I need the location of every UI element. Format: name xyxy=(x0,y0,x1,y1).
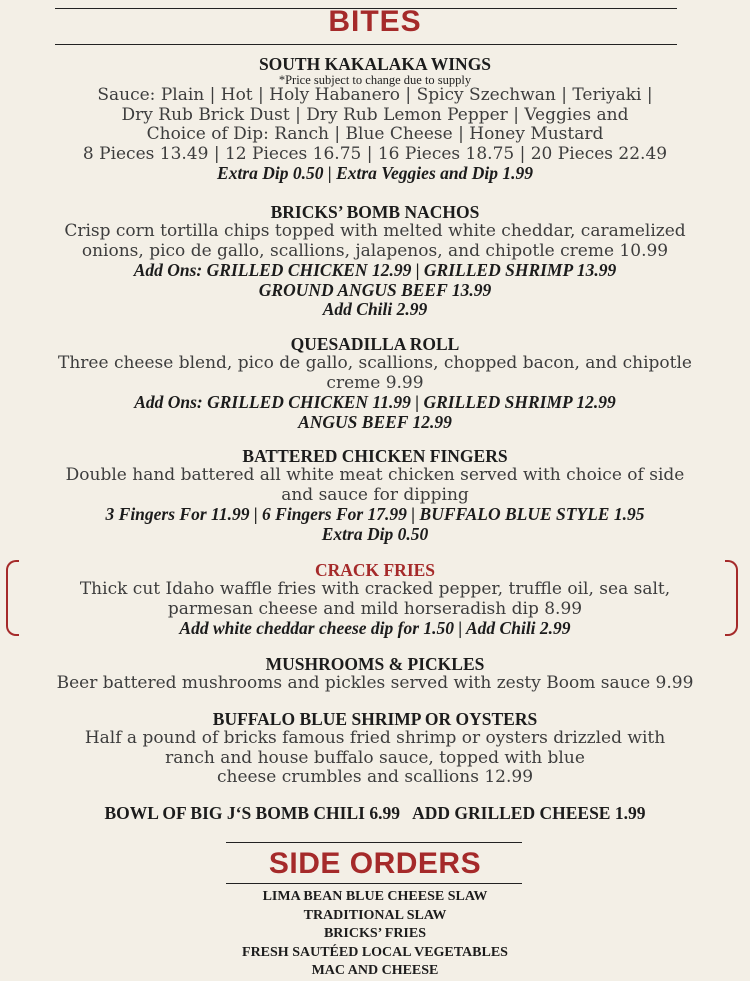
buffalo-desc-line: cheese crumbles and scallions 12.99 xyxy=(216,767,534,787)
wings-title: SOUTH KAKALAKA WINGS xyxy=(258,54,492,74)
side-orders-heading: SIDE ORDERS xyxy=(268,847,482,880)
buffalo-section xyxy=(0,709,750,788)
nachos-addon: Add Chili 2.99 xyxy=(322,299,428,319)
side-order-item: TRADITIONAL SLAW xyxy=(303,907,447,923)
crack-fries-title: CRACK FRIES xyxy=(314,560,436,580)
side-orders-list xyxy=(0,888,750,981)
crack-fries-addon: Add white cheddar cheese dip for 1.50 | Add Chili 2.99 xyxy=(179,618,571,638)
side-order-item: LIMA BEAN BLUE CHEESE SLAW xyxy=(262,889,488,904)
chili-section xyxy=(0,803,750,823)
crack-fries-section xyxy=(0,560,750,639)
fingers-section xyxy=(0,446,750,544)
crack-fries-desc-line: parmesan cheese and mild horseradish dip 8.99 xyxy=(167,598,583,619)
fingers-addon: Extra Dip 0.50 xyxy=(321,523,429,544)
wings-addons: Extra Dip 0.50 | Extra Veggies and Dip 1.99 xyxy=(217,163,533,183)
quesadilla-desc-line: creme 9.99 xyxy=(326,372,424,393)
side-order-item: BRICKS’ FRIES xyxy=(323,926,427,941)
buffalo-desc-line: ranch and house buffalo sauce, topped with blue xyxy=(165,747,585,768)
fingers-addon: 3 Fingers For 11.99 | 6 Fingers For 17.99 | BUFFALO BLUE STYLE 1.95 xyxy=(105,504,645,524)
side-order-item: FRESH SAUTÉED LOCAL VEGETABLES xyxy=(242,944,508,960)
buffalo-desc-line: Half a pound of bricks famous fried shrimp or oysters drizzled with xyxy=(84,728,666,748)
fingers-desc-line: Double hand battered all white meat chicken served with choice of side xyxy=(65,465,685,485)
crack-fries-desc-line: Thick cut Idaho waffle fries with cracked pepper, truffle oil, sea salt, xyxy=(79,579,671,599)
fingers-title: BATTERED CHICKEN FINGERS xyxy=(242,446,508,466)
quesadilla-addon: Add Ons: GRILLED CHICKEN 11.99 | GRILLED SHRIMP 12.99 xyxy=(134,392,616,412)
sides-bottom-rule xyxy=(226,883,522,884)
quesadilla-section xyxy=(0,334,750,432)
nachos-addon: Add Ons: GRILLED CHICKEN 12.99 | GRILLED SHRIMP 13.99 xyxy=(133,260,617,280)
nachos-desc-line: Crisp corn tortilla chips topped with melted white cheddar, caramelized xyxy=(64,221,686,241)
wings-desc-line: Sauce: Plain | Hot | Holy Habanero | Spicy Szechwan | Teriyaki | xyxy=(97,85,653,105)
wings-prices: 8 Pieces 13.49 | 12 Pieces 16.75 | 16 Pieces 18.75 | 20 Pieces 22.49 xyxy=(82,143,668,164)
wings-desc-line: Choice of Dip: Ranch | Blue Cheese | Honey Mustard xyxy=(146,124,604,144)
side-order-item: MAC AND CHEESE xyxy=(311,963,439,978)
nachos-section xyxy=(0,202,750,320)
quesadilla-addon: ANGUS BEEF 12.99 xyxy=(298,411,452,432)
bites-bottom-rule xyxy=(55,44,677,45)
nachos-title: BRICKS’ BOMB NACHOS xyxy=(270,202,480,222)
quesadilla-title: QUESADILLA ROLL xyxy=(290,334,460,354)
buffalo-title: BUFFALO BLUE SHRIMP OR OYSTERS xyxy=(212,709,538,729)
sides-top-rule xyxy=(226,842,522,843)
nachos-addon: GROUND ANGUS BEEF 13.99 xyxy=(258,279,492,300)
nachos-desc-line: onions, pico de gallo, scallions, jalapenos, and chipotle creme 10.99 xyxy=(81,240,669,261)
wings-section xyxy=(0,54,750,184)
mushrooms-title: MUSHROOMS & PICKLES xyxy=(265,654,485,674)
mushrooms-desc-line: Beer battered mushrooms and pickles served with zesty Boom sauce 9.99 xyxy=(56,673,694,693)
mushrooms-section xyxy=(0,654,750,694)
bites-heading: BITES xyxy=(328,5,422,38)
quesadilla-desc-line: Three cheese blend, pico de gallo, scallions, chopped bacon, and chipotle xyxy=(58,353,692,373)
chili-line: BOWL OF BIG J‘S BOMB CHILI 6.99 ADD GRILLED CHEESE 1.99 xyxy=(104,803,646,823)
wings-desc-line: Dry Rub Brick Dust | Dry Rub Lemon Pepper | Veggies and xyxy=(121,104,629,125)
wings-price-note: *Price subject to change due to supply xyxy=(278,73,472,87)
fingers-desc-line: and sauce for dipping xyxy=(281,484,469,505)
